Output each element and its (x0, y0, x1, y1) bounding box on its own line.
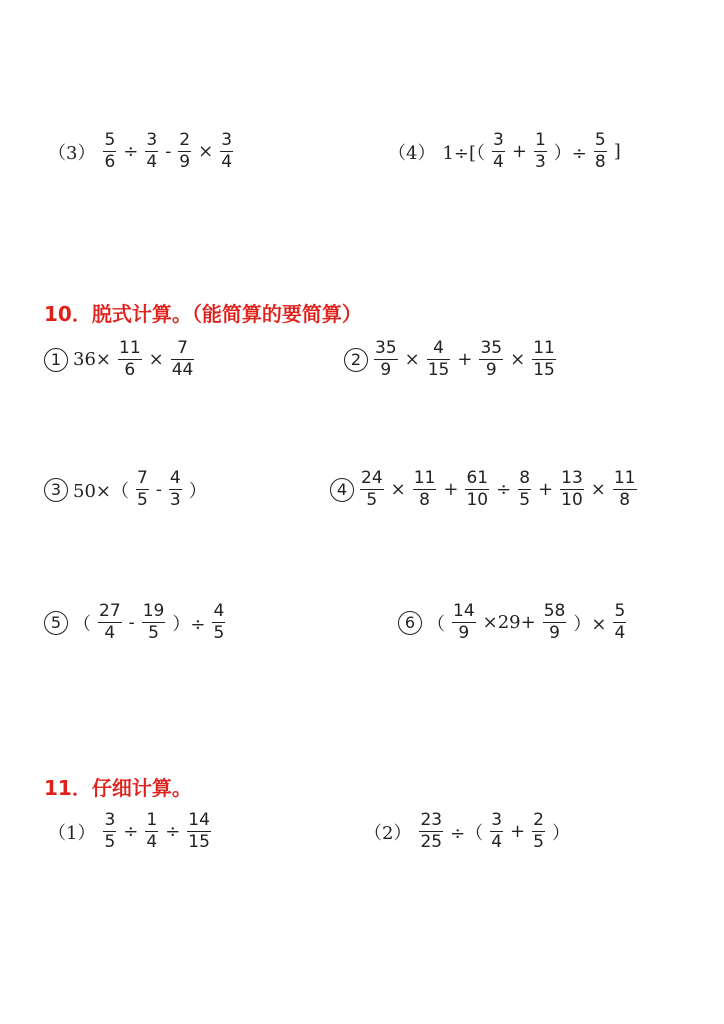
fraction: $\frac{1}{3}$ (534, 130, 546, 172)
fraction: $\frac{11}{6}$ (119, 338, 141, 380)
circled-number: 5 (44, 611, 68, 635)
fraction: $\frac{13}{10}$ (561, 468, 583, 510)
expression-text: ）÷ (172, 613, 206, 635)
circled-number: 6 (398, 611, 422, 635)
circled-number: 3 (44, 478, 68, 502)
fraction: $\frac{3}{5}$ (104, 810, 116, 852)
problem-label: （2） (364, 822, 412, 844)
problem-10-1 (44, 340, 198, 379)
fraction: $\frac{4}{15}$ (427, 338, 450, 380)
fraction: $\frac{24}{5}$ (361, 468, 383, 510)
fraction: $\frac{8}{5}$ (519, 468, 531, 510)
operator: + (443, 479, 459, 500)
fraction: $\frac{3}{4}$ (221, 130, 233, 172)
circled-number: 2 (344, 348, 368, 372)
fraction: $\frac{58}{9}$ (543, 601, 566, 643)
expression-text: 50×（ (73, 480, 129, 502)
problem-11-2 (364, 812, 573, 851)
expression-text: 1÷[（ (442, 142, 486, 164)
operator: × (510, 349, 526, 370)
fraction: $\frac{5}{8}$ (594, 130, 606, 172)
expression-text: ×29+ (482, 612, 536, 633)
operator: ÷ (123, 821, 139, 842)
expression-text: （ (427, 613, 445, 635)
expression-text: ）÷ (553, 142, 587, 164)
operator: × (148, 349, 164, 370)
problem-label: （4） (388, 142, 436, 164)
fraction: $\frac{4}{5}$ (213, 601, 225, 643)
section-heading-10: 10．脱式计算。（能简算的要简算） (44, 302, 362, 326)
problem-10-5 (44, 603, 229, 642)
circled-number: 4 (330, 478, 354, 502)
fraction: $\frac{14}{9}$ (453, 601, 475, 643)
fraction: $\frac{4}{3}$ (169, 468, 181, 510)
operator: × (590, 479, 606, 500)
operator: - (165, 141, 172, 162)
operator: - (155, 479, 162, 500)
problem-9-4 (388, 132, 624, 171)
fraction: $\frac{5}{6}$ (104, 130, 116, 172)
operator: ÷ (496, 479, 512, 500)
fraction: $\frac{2}{9}$ (179, 130, 191, 172)
operator: + (510, 821, 526, 842)
problem-label: （3） (48, 142, 96, 164)
operator: ÷ (165, 821, 181, 842)
fraction: $\frac{3}{4}$ (491, 810, 503, 852)
fraction: $\frac{2}{5}$ (533, 810, 544, 852)
expression-text: （ (73, 613, 91, 635)
expression-text: ÷（ (450, 822, 484, 844)
operator: ÷ (123, 141, 139, 162)
fraction: $\frac{19}{5}$ (142, 601, 165, 643)
operator: × (198, 141, 214, 162)
operator: - (128, 612, 135, 633)
fraction: $\frac{14}{15}$ (188, 810, 210, 852)
fraction: $\frac{27}{4}$ (99, 601, 121, 643)
fraction: $\frac{35}{9}$ (480, 338, 503, 380)
fraction: $\frac{7}{5}$ (137, 468, 148, 510)
fraction: $\frac{5}{4}$ (614, 601, 626, 643)
fraction: $\frac{61}{10}$ (466, 468, 489, 510)
operator: + (457, 349, 473, 370)
circled-number: 1 (44, 348, 68, 372)
expression-text: ） (188, 480, 207, 502)
fraction: $\frac{11}{8}$ (613, 468, 636, 510)
problem-10-6 (398, 603, 630, 642)
fraction: $\frac{23}{25}$ (420, 810, 443, 852)
fraction: $\frac{3}{4}$ (493, 130, 504, 172)
fraction: $\frac{35}{9}$ (375, 338, 397, 380)
operator: × (390, 479, 406, 500)
problem-10-4 (330, 470, 641, 509)
fraction: $\frac{3}{4}$ (146, 130, 158, 172)
problem-10-3 (44, 470, 210, 509)
problem-10-2 (344, 340, 560, 379)
operator: × (404, 349, 420, 370)
fraction: $\frac{1}{4}$ (146, 810, 158, 852)
problem-9-3 (48, 132, 237, 171)
expression-text: ] (613, 141, 621, 162)
fraction: $\frac{11}{15}$ (533, 338, 555, 380)
expression-text: ） (551, 822, 570, 844)
problem-label: （1） (48, 822, 96, 844)
fraction: $\frac{7}{44}$ (171, 338, 194, 380)
problem-11-1 (48, 812, 215, 851)
section-heading-11: 11．仔细计算。 (44, 776, 192, 800)
expression-text: ）× (573, 613, 607, 635)
operator: + (511, 141, 527, 162)
expression-text: 36× (73, 349, 111, 370)
fraction: $\frac{11}{8}$ (413, 468, 436, 510)
operator: + (538, 479, 554, 500)
